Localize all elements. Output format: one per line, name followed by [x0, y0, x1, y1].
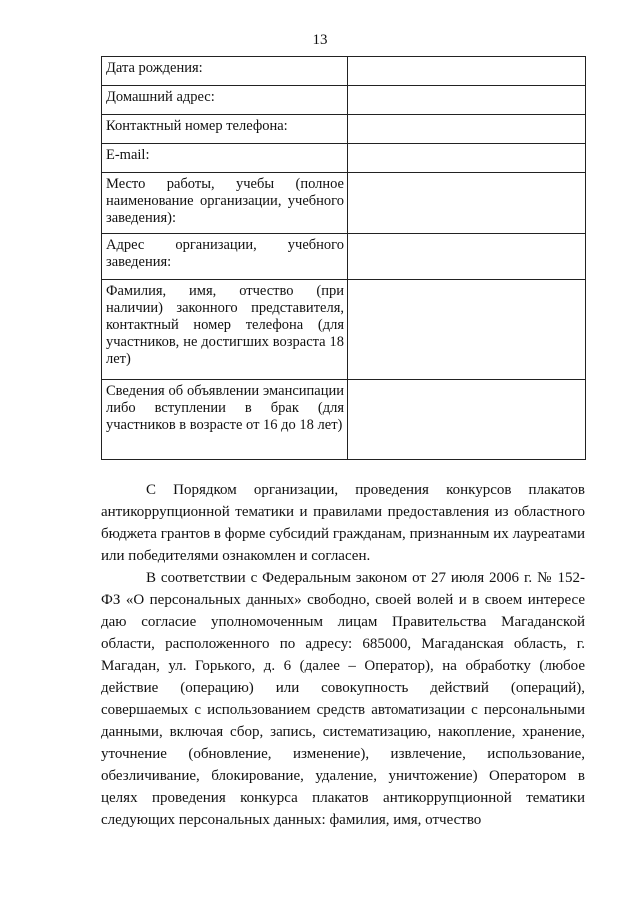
organization-address-field[interactable] — [348, 234, 586, 280]
home-address-label: Домашний адрес: — [102, 86, 348, 115]
table-row — [102, 115, 586, 144]
participant-form-table — [101, 56, 586, 460]
phone-field[interactable] — [348, 115, 586, 144]
workplace-label: Место работы, учебы (полное наименование организации, учебного заведения): — [102, 173, 348, 234]
home-address-field[interactable] — [348, 86, 586, 115]
table-row — [102, 173, 586, 234]
email-label: E-mail: — [102, 144, 348, 173]
table-row — [102, 380, 586, 460]
table-row — [102, 57, 586, 86]
birth-date-label: Дата рождения: — [102, 57, 348, 86]
personal-data-consent-paragraph: В соответствии с Федеральным законом от 27 июля 2006 г. № 152-ФЗ «О персональных данных» свободно, своей волей и в своем интересе даю согласие уполномоченным лицам Правительства Магаданской области, расположенного по адресу: 685000, Магаданская область, г. Магадан, ул. Горького, д. 6 (далее – Оператор), на обработку (любое действие (операцию) или совокупность действий (операций), совершаемых с использованием средств автоматизации с персональными данными, включая сбор, запись, систематизацию, накопление, хранение, уточнение (обновление, изменение), извлечение, использование, обезличивание, блокирование, удаление, уничтожение) Оператором в целях проведения конкурса плакатов антикоррупционной тематики следующих персональных данных: фамилия, имя, отчество — [101, 570, 585, 828]
birth-date-field[interactable] — [348, 57, 586, 86]
emancipation-label: Сведения об объявлении эмансипации либо вступлении в брак (для участников в возрасте от 16 до 18 лет) — [102, 380, 348, 460]
organization-address-label: Адрес организации, учебного заведения: — [102, 234, 348, 280]
emancipation-field[interactable] — [348, 380, 586, 460]
table-row — [102, 144, 586, 173]
email-field[interactable] — [348, 144, 586, 173]
phone-label: Контактный номер телефона: — [102, 115, 348, 144]
table-row — [102, 280, 586, 380]
table-row — [102, 234, 586, 280]
workplace-field[interactable] — [348, 173, 586, 234]
page-number: 13 — [312, 32, 328, 48]
legal-representative-label: Фамилия, имя, отчество (при наличии) законного представителя, контактный номер телефона (для участников, не достигших возраста 18 лет) — [102, 280, 348, 380]
consent-rules-paragraph: С Порядком организации, проведения конкурсов плакатов антикоррупционной тематики и правилами предоставления из областного бюджета грантов в форме субсидий гражданам, признанным их лауреатами или победителями ознакомлен и согласен. — [101, 482, 585, 564]
legal-representative-field[interactable] — [348, 280, 586, 380]
table-row — [102, 86, 586, 115]
